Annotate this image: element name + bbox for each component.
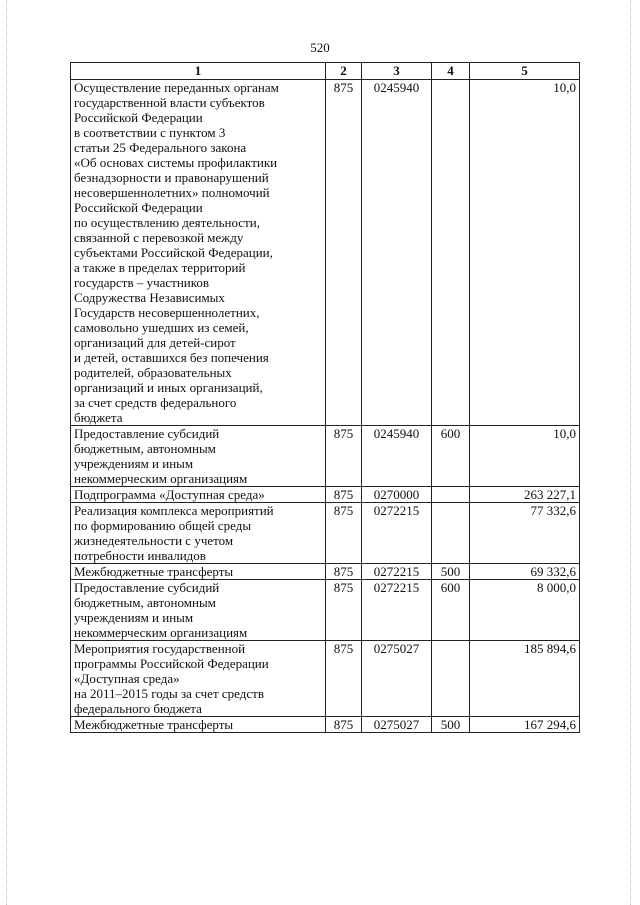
row-amount: 263 227,1	[470, 487, 580, 503]
table-row	[71, 80, 580, 426]
row-grbs-code: 875	[326, 641, 362, 717]
row-expense-type: 600	[432, 426, 470, 487]
row-amount: 10,0	[470, 80, 580, 426]
column-header-4: 4	[432, 63, 470, 80]
row-target-article: 0245940	[362, 426, 432, 487]
row-expense-type: 500	[432, 717, 470, 733]
table-row	[71, 487, 580, 503]
table-row	[71, 564, 580, 580]
row-grbs-code: 875	[326, 487, 362, 503]
row-grbs-code: 875	[326, 426, 362, 487]
column-header-5: 5	[470, 63, 580, 80]
page-number: 520	[310, 40, 330, 55]
row-expense-type: 600	[432, 580, 470, 641]
header-row	[71, 63, 580, 80]
row-target-article: 0275027	[362, 717, 432, 733]
row-name: Осуществление переданных органам государственной власти субъектов Российской Федерации в соответствии с пунктом 3 статьи 25 Федерального закона «Об основах системы профилактики безнадзорности и правонарушений несовершеннолетних» полномочий Российской Федерации по осуществлению деятельности, связанной с перевозкой между субъектами Российской Федерации, а также в пределах территорий государств – участников Содружества Независимых Государств несовершеннолетних, самовольно ушедших из семей, организаций для детей-сирот и детей, оставшихся без попечения родителей, образовательных организаций и иных организаций, за счет средств федерального бюджета	[71, 80, 326, 426]
row-target-article: 0272215	[362, 564, 432, 580]
row-amount: 10,0	[470, 426, 580, 487]
row-expense-type	[432, 641, 470, 717]
row-name: Предоставление субсидий бюджетным, автономным учреждениям и иным некоммерческим организациям	[71, 580, 326, 641]
row-target-article: 0275027	[362, 641, 432, 717]
budget-table	[70, 62, 580, 733]
row-target-article: 0245940	[362, 80, 432, 426]
column-header-2: 2	[326, 63, 362, 80]
row-amount: 167 294,6	[470, 717, 580, 733]
row-grbs-code: 875	[326, 564, 362, 580]
row-target-article: 0272215	[362, 580, 432, 641]
table-row	[71, 580, 580, 641]
row-name: Межбюджетные трансферты	[71, 564, 326, 580]
row-name: Подпрограмма «Доступная среда»	[71, 487, 326, 503]
table-row	[71, 641, 580, 717]
row-name: Мероприятия государственной программы Российской Федерации «Доступная среда» на 2011–2015 годы за счет средств федерального бюджета	[71, 641, 326, 717]
column-header-1: 1	[71, 63, 326, 80]
row-target-article: 0270000	[362, 487, 432, 503]
table-row	[71, 426, 580, 487]
table-row	[71, 503, 580, 564]
row-target-article: 0272215	[362, 503, 432, 564]
row-grbs-code: 875	[326, 80, 362, 426]
row-name: Реализация комплекса мероприятий по формированию общей среды жизнедеятельности с учетом потребности инвалидов	[71, 503, 326, 564]
row-name: Предоставление субсидий бюджетным, автономным учреждениям и иным некоммерческим организациям	[71, 426, 326, 487]
row-amount: 77 332,6	[470, 503, 580, 564]
row-amount: 8 000,0	[470, 580, 580, 641]
row-grbs-code: 875	[326, 717, 362, 733]
scan-edge-right	[630, 0, 633, 905]
row-amount: 185 894,6	[470, 641, 580, 717]
row-amount: 69 332,6	[470, 564, 580, 580]
scan-edge-left	[6, 0, 9, 905]
row-grbs-code: 875	[326, 580, 362, 641]
column-header-3: 3	[362, 63, 432, 80]
table-row	[71, 717, 580, 733]
row-grbs-code: 875	[326, 503, 362, 564]
row-expense-type	[432, 80, 470, 426]
row-expense-type	[432, 487, 470, 503]
row-expense-type	[432, 503, 470, 564]
row-name: Межбюджетные трансферты	[71, 717, 326, 733]
row-expense-type: 500	[432, 564, 470, 580]
